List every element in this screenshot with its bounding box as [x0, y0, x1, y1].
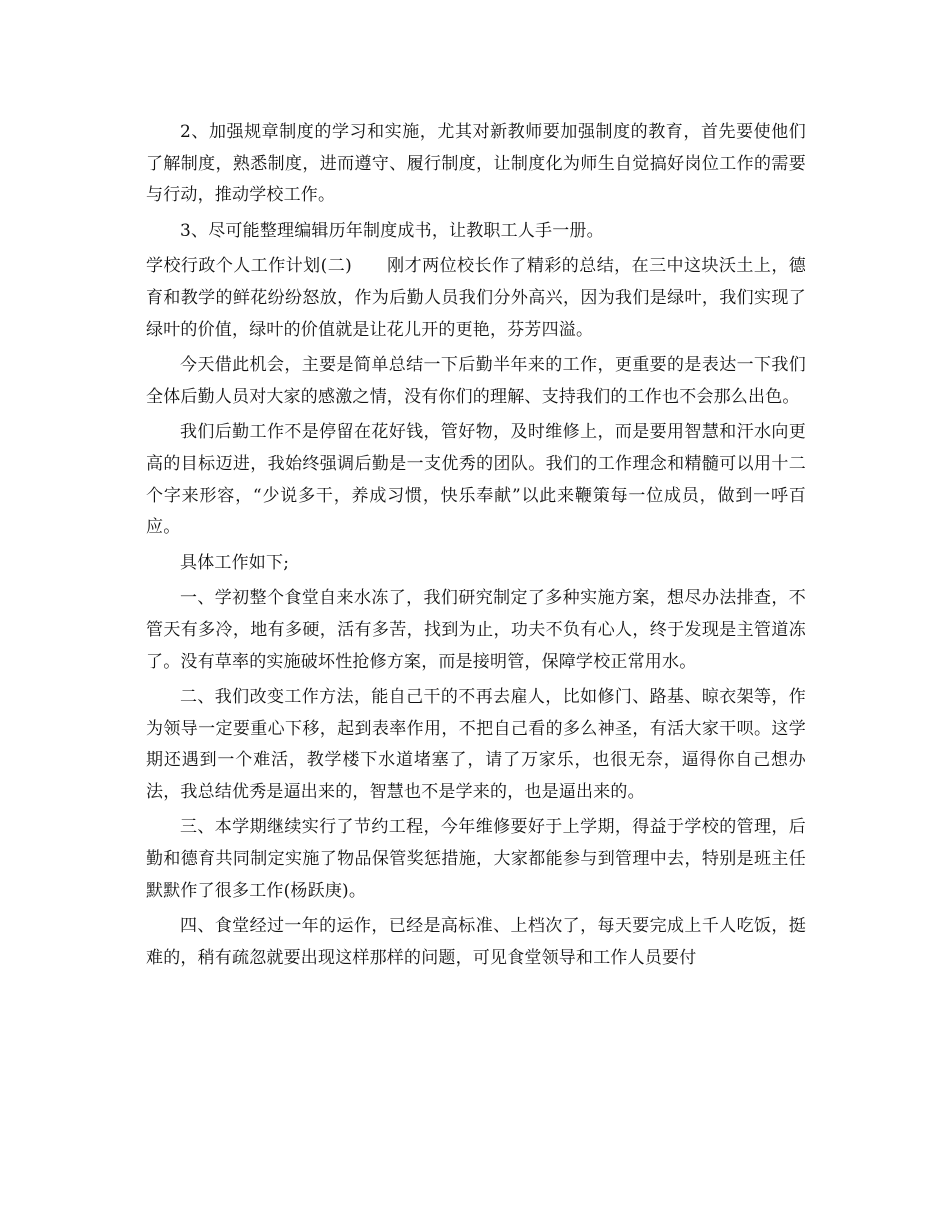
- paragraph-regulation-study: 2、加强规章制度的学习和实施，尤其对新教师要加强制度的教育，首先要使他们了解制度，熟悉制度，进而遵守、履行制度，让制度化为师生自觉搞好岗位工作的需要与行动，推动学校工作。: [146, 122, 806, 206]
- paragraph-gratitude: 今天借此机会，主要是简单总结一下后勤半年来的工作，更重要的是表达一下我们全体后勤人员对大家的感激之情，没有你们的理解、支持我们的工作也不会那么出色。: [146, 355, 806, 407]
- paragraph-item-four: 四、食堂经过一年的运作，已经是高标准、上档次了，每天要完成上千人吃饭，挺难的，稍有疏忽就要出现这样那样的问题，可见食堂领导和工作人员要付: [146, 916, 806, 968]
- paragraph-item-three: 三、本学期继续实行了节约工程，今年维修要好于上学期，得益于学校的管理，后勤和德育共同制定实施了物品保管奖惩措施，大家都能参与到管理中去，特别是班主任默默作了很多工作(杨跃庚)。: [146, 817, 806, 901]
- paragraph-work-philosophy: 我们后勤工作不是停留在花好钱，管好物，及时维修上，而是要用智慧和汗水向更高的目标迈进，我始终强调后勤是一支优秀的团队。我们的工作理念和精髓可以用十二个字来形容，“少说多干，养成习惯，快乐奉献”以此来鞭策每一位成员，做到一呼百应。: [146, 422, 806, 538]
- document-body: [146, 117, 806, 974]
- paragraph-item-two: 二、我们改变工作方法，能自己干的不再去雇人，比如修门、路基、晾衣架等，作为领导一定要重心下移，起到表率作用，不把自己看的多么神圣，有活大家干呗。这学期还遇到一个难活，教学楼下水道堵塞了，请了万家乐，也很无奈，逼得你自己想办法，我总结优秀是逼出来的，智慧也不是学来的，也是逼出来的。: [146, 687, 806, 802]
- paragraph-plan-two-intro: 学校行政个人工作计划(二) 刚才两位校长作了精彩的总结，在三中这块沃土上，德育和教学的鲜花纷纷怒放，作为后勤人员我们分外高兴，因为我们是绿叶，我们实现了绿叶的价值，绿叶的价值就是让花儿开的更艳，芬芳四溢。: [146, 256, 806, 340]
- paragraph-details-heading: 具体工作如下;: [180, 552, 290, 573]
- paragraph-regulation-book: 3、尽可能整理编辑历年制度成书，让教职工人手一册。: [180, 220, 604, 241]
- paragraph-item-one: 一、学初整个食堂自来水冻了，我们研究制定了多种实施方案，想尽办法排查，不管天有多冷，地有多硬，活有多苦，找到为止，功夫不负有心人，终于发现是主管道冻了。没有草率的实施破坏性抢修方案，而是接明管，保障学校正常用水。: [146, 588, 806, 672]
